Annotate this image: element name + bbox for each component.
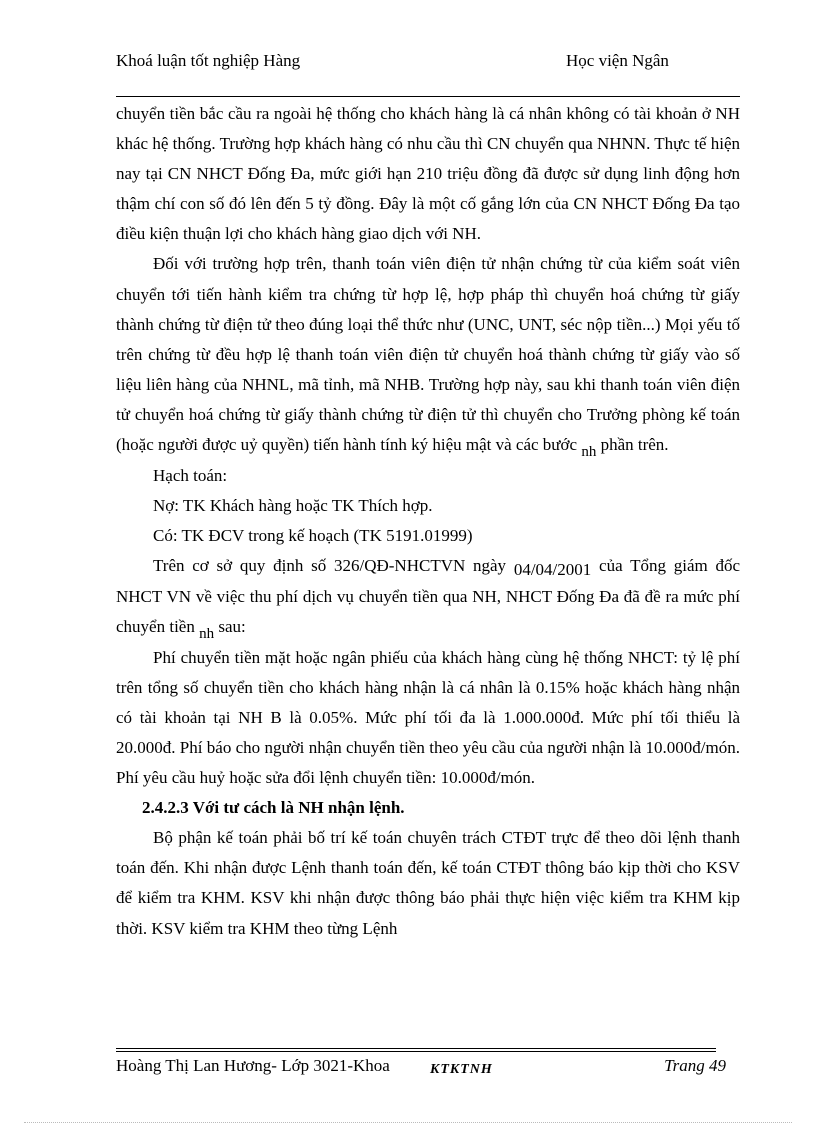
fee-regulation-text: Trên cơ sở quy định số 326/QĐ-NHCTVN ngày [153, 556, 507, 576]
fee-regulation-date: 04/04/2001 [513, 560, 592, 580]
paragraph-credit-entry: Có: TK ĐCV trong kế hoạch (TK 5191.01999) [153, 526, 473, 546]
fee-regulation-subscript: nh [199, 625, 215, 642]
paragraph-fee-details: Phí chuyển tiền mặt hoặc ngân phiếu của khách hàng cùng hệ thống NHCT: tỷ lệ phí trên tổng số chuyển tiền cho khách hàng nhận là cá nhân là 0.15% hoặc khách hàng nhận có tài khoản tại NH B là 0.05%. Mức phí tối đa là 1.000.000đ. Mức phí tối thiểu là 20.000đ. Phí báo cho người nhận chuyển tiền theo yêu cầu của người nhận là 10.000đ/món. Phí yêu cầu huỷ hoặc sửa đổi lệnh chuyển tiền: 10.000đ/món. [116, 647, 740, 788]
paragraph-2-text: Đối với trường hợp trên, thanh toán viên điện tử nhận chứng từ của kiểm soát viên chuyển tới tiến hành kiểm tra chứng từ hợp lệ, hợp pháp thì chuyển hoá chứng từ giấy thành chứng từ điện tử theo đúng loại thể thức như (UNC, UNT, séc nộp tiền...) Mọi yếu tố trên chứng từ đều hợp lệ thanh toán viên điện tử chuyển hoá thành chứng từ giấy vào số liệu liên hàng của NHNL, mã tỉnh, mã NHB. Trường hợp này, sau khi thanh toán viên điện tử chuyển hoá chứng từ giấy thành chứng từ điện tử thì chuyển cho Trưởng phòng kế toán (hoặc người được uỷ quyền) tiến hành tính ký hiệu mật và các bước [116, 254, 740, 455]
header-rule [116, 96, 740, 97]
footer-page-number: Trang 49 [664, 1056, 726, 1075]
fee-regulation-end: sau: [218, 616, 246, 636]
paragraph-2-end: phần trên. [600, 435, 669, 455]
fee-regulation-text-2: của Tổng giám đốc NHCT VN về việc thu phí dịch vụ chuyển tiền qua NH, NHCT Đống Đa đã đề ra mức phí chuyển tiền [116, 556, 741, 636]
header-thesis-title: Khoá luận tốt nghiệp Hàng [116, 51, 301, 70]
page-footer [116, 1056, 726, 1080]
paragraph-2-subscript: nh [581, 444, 597, 461]
paragraph-fee-regulation [116, 551, 740, 642]
paragraph-accounting-label: Hạch toán: [153, 466, 228, 486]
document-body [116, 99, 740, 944]
page-header [116, 50, 716, 96]
paragraph-debit-entry: Nợ: TK Khách hàng hoặc TK Thích hợp. [153, 496, 433, 516]
header-institution: Học viện Ngân [566, 51, 669, 70]
paragraph-receiving-bank: Bộ phận kế toán phải bố trí kế toán chuyên trách CTĐT trực để theo dõi lệnh thanh toán đến. Khi nhận được Lệnh thanh toán đến, kế toán CTĐT thông báo kịp thời cho KSV để kiểm tra KHM. KSV khi nhận được thông báo phải thực hiện việc kiểm tra KHM kịp thời. KSV kiểm tra KHM theo từng Lệnh [116, 828, 740, 938]
paragraph-2 [116, 249, 740, 461]
footer-rule-top [116, 1048, 716, 1049]
section-heading: 2.4.2.3 Với tư cách là NH nhận lệnh. [142, 798, 405, 818]
footer-rule-bottom [116, 1051, 716, 1052]
footer-author: Hoàng Thị Lan Hương- Lớp 3021-Khoa [116, 1056, 390, 1075]
footer-faculty-script: KTKTNH [430, 1062, 493, 1077]
paragraph-1: chuyển tiền bắc cầu ra ngoài hệ thống cho khách hàng là cá nhân không có tài khoản ở NH khác hệ thống. Trường hợp khách hàng có nhu cầu thì CN chuyển qua NHNN. Thực tế hiện nay tại CN NHCT Đống Đa, mức giới hạn 210 triệu đồng đã được sử dụng linh động hơn thậm chí con số đó lên đến 5 tỷ đồng. Đây là một cố gắng lớn của CN NHCT Đống Đa tạo điều kiện thuận lợi cho khách hàng giao dịch với NH. [116, 104, 740, 244]
